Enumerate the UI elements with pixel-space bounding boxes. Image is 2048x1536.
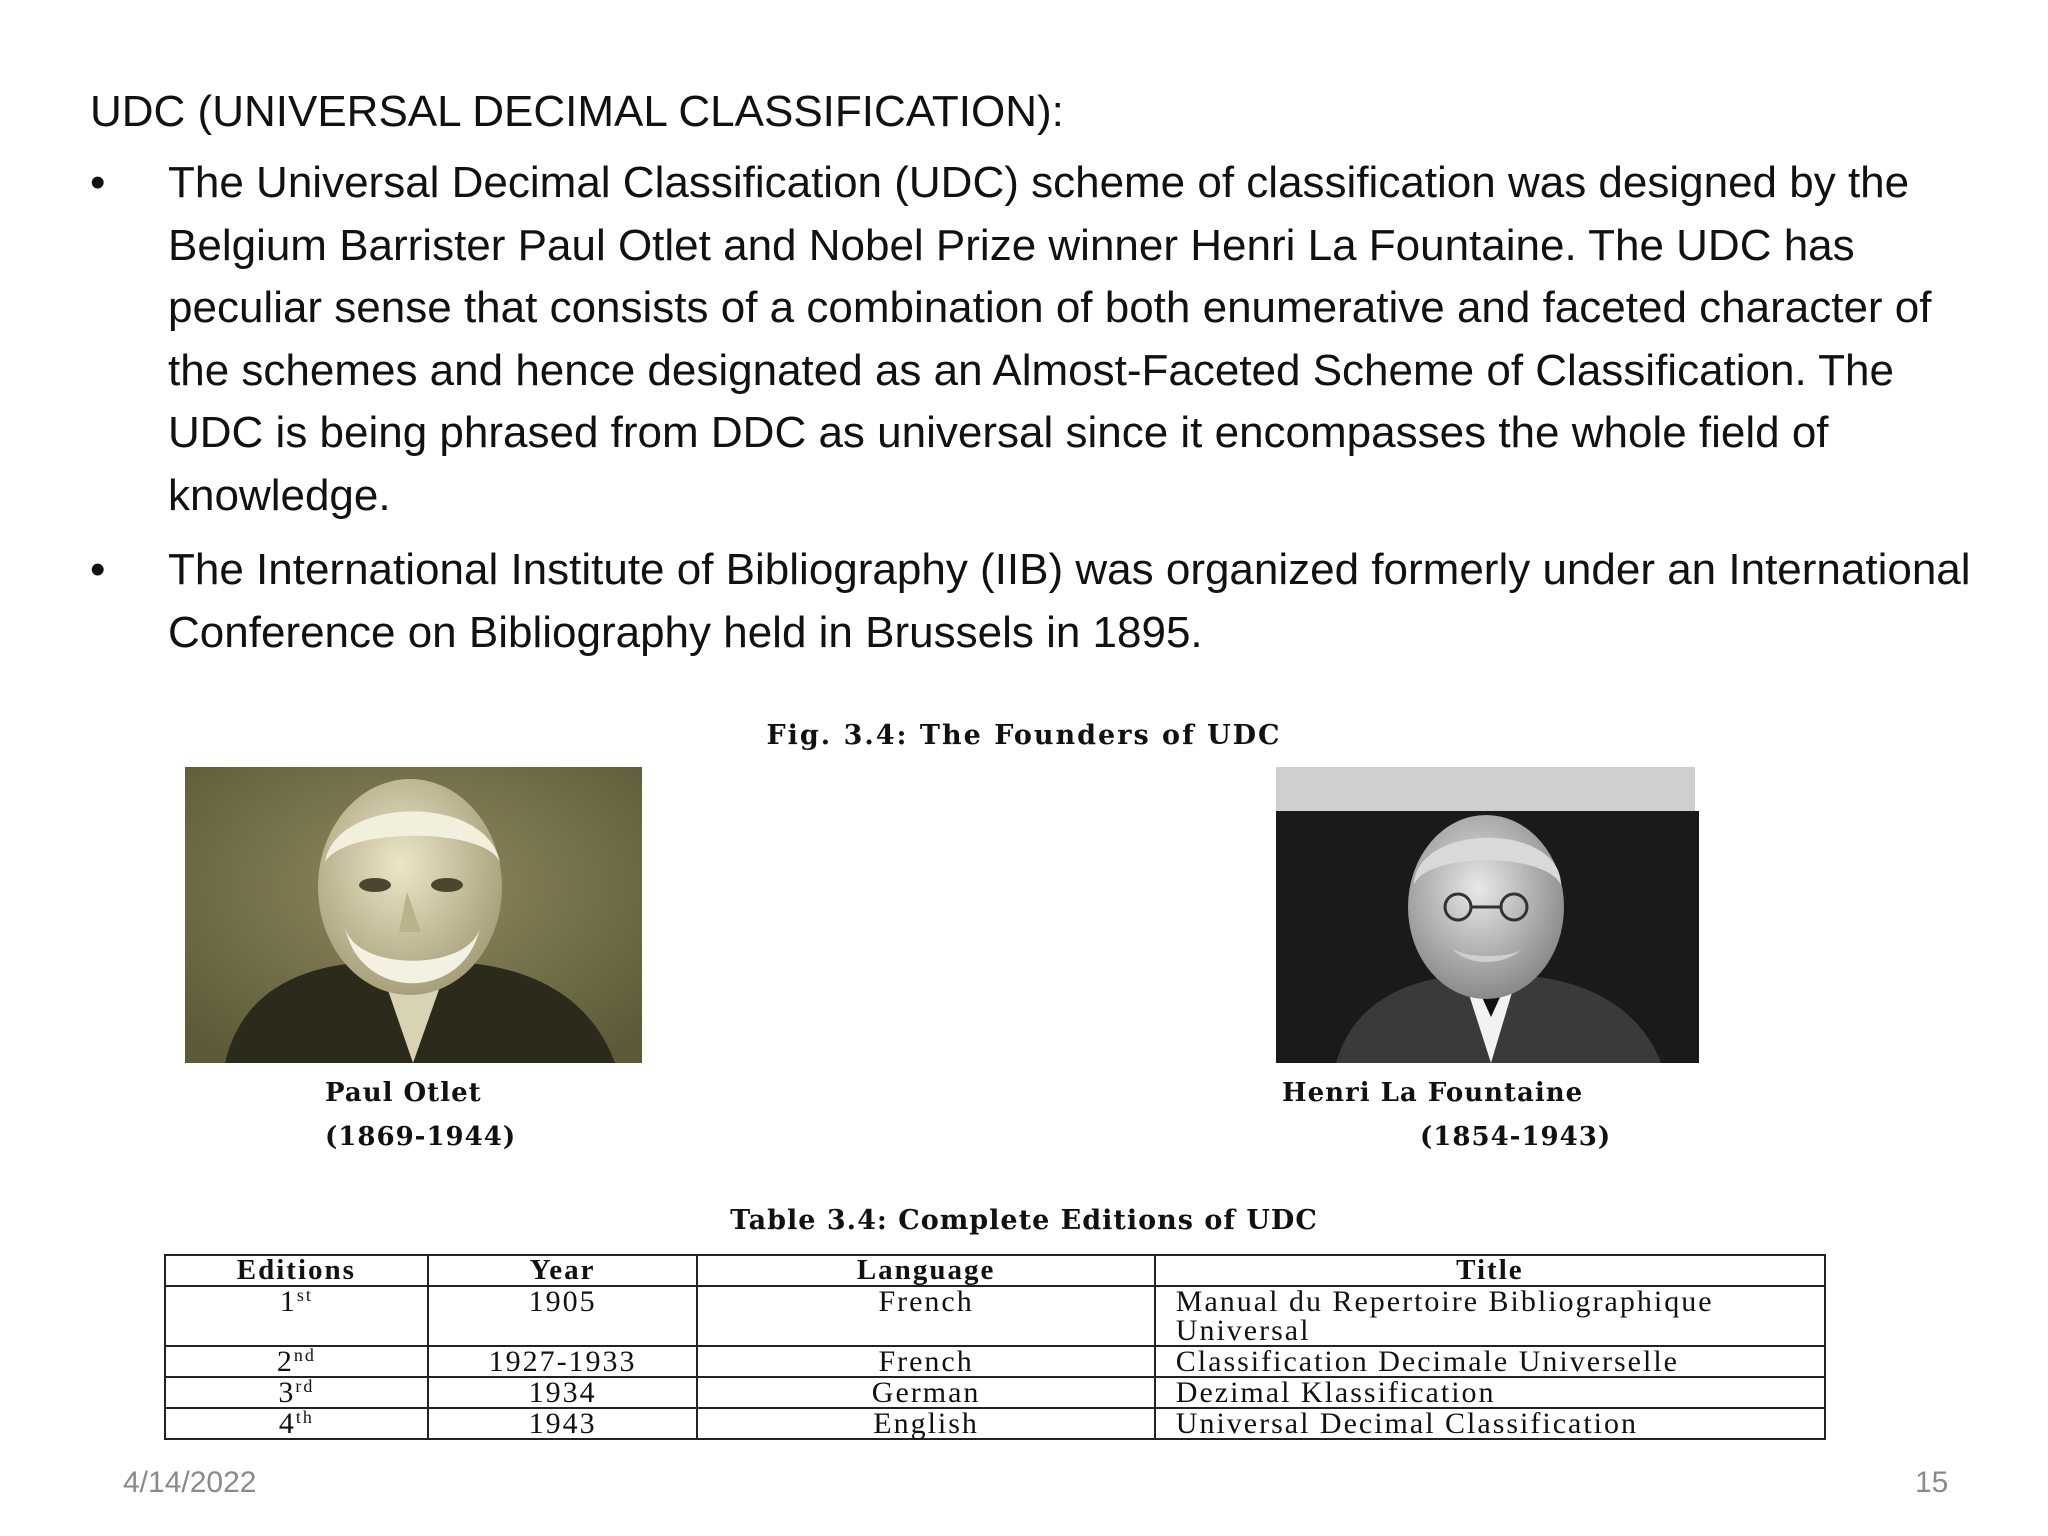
- founder-name-otlet: Paul Otlet: [325, 1078, 482, 1108]
- founder-name-fontaine: Henri La Fountaine: [1282, 1078, 1584, 1108]
- header-editions: Editions: [165, 1255, 428, 1286]
- edition-cell: [165, 1377, 428, 1408]
- table-row: [165, 1346, 1825, 1377]
- editions-table: [164, 1254, 1826, 1440]
- edition-number: 2: [276, 1345, 294, 1378]
- edition-cell: [165, 1286, 428, 1346]
- founder-years-fontaine: (1854-1943): [1420, 1122, 1612, 1152]
- title-cell: Classification Decimale Universelle: [1155, 1346, 1825, 1377]
- year-cell: 1927-1933: [428, 1346, 698, 1377]
- slide-title: UDC (UNIVERSAL DECIMAL CLASSIFICATION):: [90, 87, 1064, 136]
- portrait-henri-la-fountaine: [1276, 767, 1699, 1063]
- title-cell: Manual du Repertoire Bibliographique Universal: [1155, 1286, 1825, 1346]
- edition-number: 3: [278, 1376, 296, 1409]
- table-header-row: [165, 1255, 1825, 1286]
- language-cell: French: [697, 1346, 1154, 1377]
- bullet-list: [90, 152, 1990, 676]
- table-row: [165, 1377, 1825, 1408]
- language-cell: French: [697, 1286, 1154, 1346]
- founder-years-otlet: (1869-1944): [325, 1122, 517, 1152]
- language-cell: German: [697, 1377, 1154, 1408]
- bullet-text: The Universal Decimal Classification (UDC) scheme of classification was designed by the Belgium Barrister Paul Otlet and Nobel Prize winner Henri La Fountaine. The UDC has peculiar sense that consists of a combination of both enumerative and faceted character of the schemes and hence designated as an Almost-Faceted Scheme of Classification. The UDC is being phrased from DDC as universal since it encompasses the whole field of knowledge.: [168, 158, 1932, 520]
- year-cell: 1943: [428, 1408, 698, 1439]
- edition-cell: [165, 1346, 428, 1377]
- year-cell: 1905: [428, 1286, 698, 1346]
- edition-cell: [165, 1408, 428, 1439]
- bullet-item: [90, 539, 1990, 664]
- header-title: Title: [1155, 1255, 1825, 1286]
- table-row: [165, 1408, 1825, 1439]
- figure-caption: Fig. 3.4: The Founders of UDC: [766, 720, 1282, 751]
- edition-number: 4: [278, 1407, 296, 1440]
- slide-page-number: 15: [1915, 1466, 1949, 1499]
- edition-number: 1: [279, 1285, 297, 1318]
- title-cell: Universal Decimal Classification: [1155, 1408, 1825, 1439]
- table-caption: Table 3.4: Complete Editions of UDC: [730, 1205, 1318, 1236]
- edition-suffix: rd: [295, 1376, 315, 1396]
- slide-date: 4/14/2022: [123, 1466, 257, 1499]
- header-language: Language: [697, 1255, 1154, 1286]
- edition-suffix: nd: [293, 1345, 316, 1365]
- year-cell: 1934: [428, 1377, 698, 1408]
- bullet-text: The International Institute of Bibliography (IIB) was organized formerly under an International Conference on Bibliography held in Brussels in 1895.: [168, 545, 1971, 657]
- edition-suffix: th: [295, 1407, 314, 1427]
- bullet-marker: •: [90, 158, 106, 207]
- header-year: Year: [428, 1255, 698, 1286]
- title-cell: Dezimal Klassification: [1155, 1377, 1825, 1408]
- edition-suffix: st: [296, 1285, 313, 1305]
- portrait-paul-otlet: [185, 767, 642, 1063]
- table-row: [165, 1286, 1825, 1346]
- bullet-marker: •: [90, 545, 106, 594]
- bullet-item: [90, 152, 1990, 527]
- language-cell: English: [697, 1408, 1154, 1439]
